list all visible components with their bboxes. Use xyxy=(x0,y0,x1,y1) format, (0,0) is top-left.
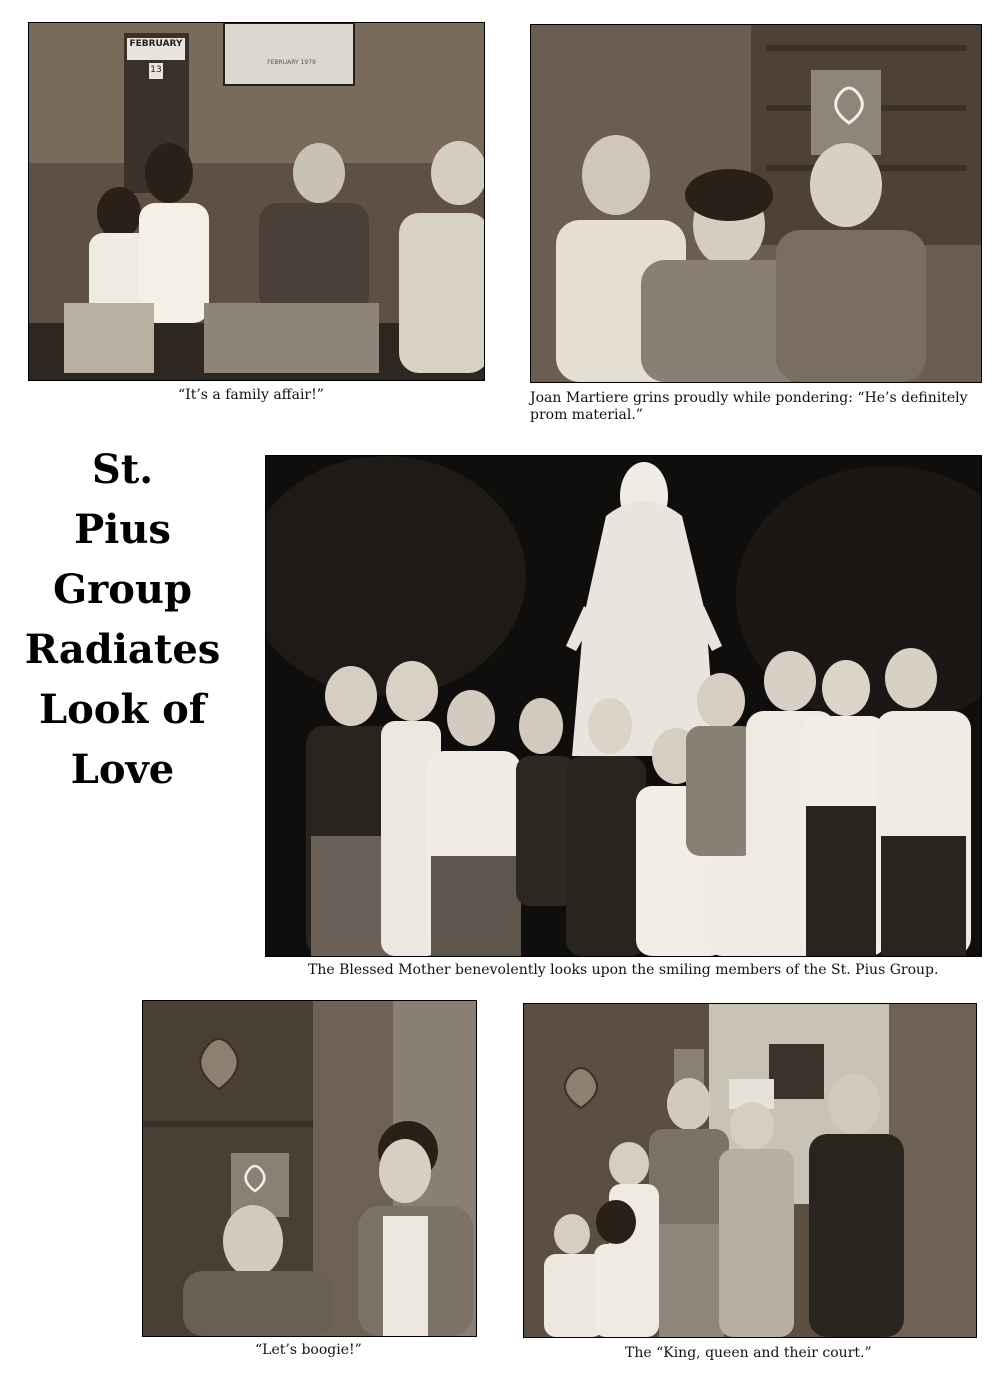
headline-line-1: St. xyxy=(91,446,154,493)
family-affair-image xyxy=(29,23,484,380)
photo-family-affair xyxy=(28,22,485,381)
headline-line-3: Group xyxy=(53,566,192,613)
caption-king-queen-court: The “King, queen and their court.” xyxy=(625,1345,872,1361)
calendar-label: FEBRUARY 1979 xyxy=(267,59,316,66)
blessed-mother-image xyxy=(266,456,981,956)
date-sign: 13 xyxy=(150,65,162,75)
photo-lets-boogie xyxy=(142,1000,477,1337)
headline-line-5: Look of xyxy=(38,686,206,733)
headline-line-2: Pius xyxy=(74,506,171,553)
photo-blessed-mother xyxy=(265,455,982,957)
caption-prom-material: Joan Martiere grins proudly while pondering: “He’s definitely prom material.” xyxy=(530,390,968,423)
headline-line-4: Radiates xyxy=(24,626,221,673)
photo-prom-material xyxy=(530,24,982,383)
caption-blessed-mother: The Blessed Mother benevolently looks upon the smiling members of the St. Pius Group. xyxy=(308,962,939,978)
lets-boogie-image xyxy=(143,1001,476,1336)
prom-material-image xyxy=(531,25,981,382)
caption-lets-boogie: “Let’s boogie!” xyxy=(255,1342,362,1358)
february-sign: FEBRUARY xyxy=(129,39,183,49)
page-headline xyxy=(20,440,225,800)
king-queen-court-image xyxy=(524,1004,976,1337)
caption-family-affair: “It’s a family affair!” xyxy=(178,387,324,403)
headline-line-6: Love xyxy=(70,746,175,793)
photo-king-queen-court xyxy=(523,1003,977,1338)
